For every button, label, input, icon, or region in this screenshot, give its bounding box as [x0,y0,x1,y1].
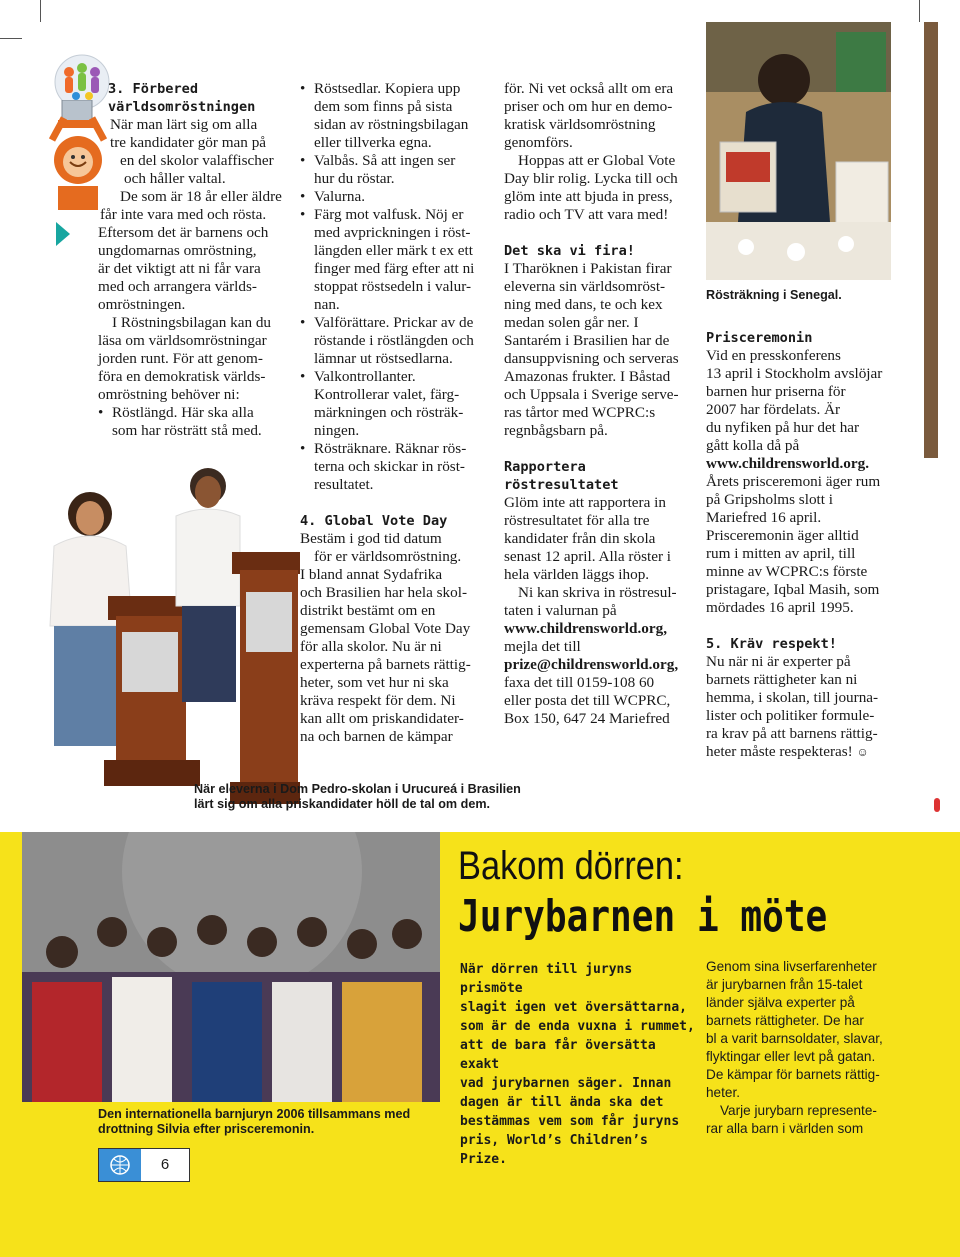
jury-photo-caption [98,1107,458,1137]
text-line: pristagare, Iqbal Masih, som [706,581,880,598]
report-heading: Rapportera röstresultatet [504,459,619,493]
text-line: experterna på barnets rättig- [300,656,471,673]
text-line: resultatet. [314,476,374,493]
text-line: dem som finns på sista [314,98,453,115]
bullet-item: • Valurna. [300,188,496,206]
body-line: flyktingar eller levt på gatan. [706,1049,876,1064]
text-line: eleverna sin världsomröst- [504,278,666,295]
text-line: jorden runt. För att genom- [98,350,263,367]
website-link[interactable]: www.childrensworld.org. [706,455,869,472]
text-line: får inte vara med och rösta. [100,206,267,223]
text-line: 2007 har fördelats. Är [706,401,841,418]
text-line: och Brasilien har hela skol- [300,584,468,601]
text-line: Nu när ni är experter på [706,653,851,670]
page-footer [98,1148,190,1182]
text-line: regnbågsbarn på. [504,422,608,439]
body-line: De kämpar för barnets rättig- [706,1067,880,1082]
section3-heading-line1: 3. Förbered [108,81,199,97]
text-line: I Tharöknen i Pakistan firar [504,260,672,277]
lead-line: bestämmas vem som får juryns [460,1114,680,1129]
text-line: en del skolor valaffischer [120,152,274,169]
text-line: gemensam Global Vote Day [300,620,471,637]
text-line: Kontrollerar valet, färg- [314,386,460,403]
lead-line: slagit igen vet översättarna, [460,1000,687,1015]
bullet-item: • Färg mot valfusk. Nöj er [300,206,496,224]
red-edge-mark [934,798,940,812]
text-line: De som är 18 år eller äldre [120,188,282,205]
text-line: I Röstningsbilagan kan du [112,314,272,331]
crop-mark-tr [919,0,920,22]
text-line: Hoppas att er Global Vote [518,152,676,169]
text-line: glöm inte att bjuda in press, [504,188,673,205]
lead-line: När dörren till juryns prismöte [460,962,633,996]
section4-heading: 4. Global Vote Day [300,513,448,529]
text-line: faxa det till 0159-108 60 [504,674,655,691]
text-line: hur du röstar. [314,170,395,187]
page-number: 6 [160,1156,170,1173]
bullet-item: • Valförättare. Prickar av de [300,314,496,332]
text-line: röstresultatet för alla tre [504,512,650,529]
text-line: finger med färg efter att ni [314,260,475,277]
text-line: lämnar ut röstsedlarna. [314,350,453,367]
jury-group-photo [22,832,440,1102]
section5-heading: 5. Kräv respekt! [706,636,837,652]
text-line: terna och skickar in röst- [314,458,465,475]
jury-title-line2: Jurybarnen i möte [458,891,828,942]
crop-mark-tl [40,0,41,22]
text-line: stoppat röstsedeln i valur- [314,278,472,295]
body-line: heter. [706,1085,741,1100]
text-line: omröstningen. [98,296,186,313]
text-line: kandidater från din skola [504,530,656,547]
senegal-photo [706,22,891,280]
text-line: gått kolla då på [706,437,800,454]
text-line: senast 12 april. Alla röster i [504,548,672,565]
text-line: omröstning behöver ni: [98,386,240,403]
text-line: Prisceremonin äger alltid [706,527,859,544]
text-line: du nyfiken på hur det har [706,419,860,436]
text-line: med och arrangera världs- [98,278,257,295]
senegal-caption: Rösträkning i Senegal. [706,288,842,302]
website-link[interactable]: www.childrensworld.org, [504,620,667,637]
text-line: genomförs. [504,134,573,151]
text-line: heter måste respekteras! ☺ [706,743,869,760]
body-line: bl a varit barnsoldater, slavar, [706,1031,883,1046]
text-line: 13 april i Stockholm avslöjar [706,365,883,382]
text-line: Vid en presskonferens [706,347,841,364]
text-line: dansuppvisning och serveras [504,350,679,367]
arrow-right-icon [56,222,70,246]
text-line: märkningen och rösträk- [314,404,464,421]
text-line: tre kandidater gör man på [110,134,267,151]
text-line: barnets rättigheter kan ni [706,671,858,688]
text-line: Glöm inte att rapportera in [504,494,666,511]
text-line: minne av WCPRC:s förste [706,563,868,580]
text-line: medan solen går ner. I [504,314,639,331]
bullet-item: • Valbås. Så att ingen ser [300,152,496,170]
text-line: Eftersom det är barnens och [98,224,269,241]
body-line: är jurybarnen från 15-talet [706,977,863,992]
text-line: och håller valtal. [124,170,226,187]
text-line: Box 150, 647 24 Mariefred [504,710,670,727]
email-link[interactable]: prize@childrensworld.org, [504,656,679,673]
text-line: mördades 16 april 1995. [706,599,854,616]
text-line: lister och politiker formule- [706,707,875,724]
text-line: radio och TV att vara med! [504,206,669,223]
body-line: Varje jurybarn represente- [720,1103,877,1118]
jury-lead [460,960,700,1169]
text-line: Day blir rolig. Lycka till och [504,170,678,187]
text-line: mejla det till [504,638,581,655]
text-line: ningen. [314,422,360,439]
text-line: med avprickningen i röst- [314,224,471,241]
text-line: nan. [314,296,340,313]
podium-caption [194,782,614,812]
text-line: ungdomarnas omröstning, [98,242,257,259]
left-column-text [96,116,296,440]
text-line: kräva respekt för dem. Ni [300,692,456,709]
text-line: kratisk världsomröstning [504,116,656,133]
jury-body [706,958,906,1138]
body-line: rar alla barn i världen som [706,1121,864,1136]
far-right-photo-strip [924,22,938,458]
text-line: Amazonas frukter. I Båstad [504,368,671,385]
text-line: ning med dans, te och kex [504,296,663,313]
text-line: I bland annat Sydafrika [300,566,443,583]
text-line: för er världsomröstning. [314,548,462,565]
text-line: för alla skolor. Nu är ni [300,638,442,655]
caption-line: drottning Silvia efter prisceremonin. [98,1122,315,1136]
section3-heading-line2: världsomröstningen [108,99,256,115]
smiley-icon: ☺ [856,745,869,759]
lead-line: dagen är till ända ska det [460,1095,664,1110]
text-line: och Uppsala i Sverige serve- [504,386,679,403]
text-line: på Gripsholms slott i [706,491,833,508]
text-line: rum i mitten av april, till [706,545,856,562]
text-line: Bestäm i god tid datum [300,530,442,547]
bullet-item: • Valkontrollanter. [300,368,496,386]
text-line: na och barnen de kämpar [300,728,453,745]
left-column [108,80,288,116]
text-line: är det viktigt att ni får vara [98,260,261,277]
text-line: föra en demokratisk världs- [98,368,266,385]
text-line: sidan av röstningsbilagan [314,116,469,133]
celebrate-heading: Det ska vi fira! [504,243,635,259]
text-line: Ni kan skriva in röstresul- [518,584,677,601]
text-line: läsa om världsomröstningar [98,332,267,349]
text-line: för. Ni vet också allt om era [504,80,674,97]
jury-title-line1: Bakom dörren: [458,844,684,888]
caption-line: Den internationella barnjuryn 2006 tillsammans med [98,1107,411,1121]
crop-mark-tl-h [0,38,22,39]
caption-line: När eleverna i Dom Pedro-skolan i Urucureá i Brasilien [194,782,521,796]
text-line: barnen hur priserna för [706,383,846,400]
text-line: hela världen läggs ihop. [504,566,650,583]
text-line: längden eller märk t ex ett [314,242,473,259]
bullet-item: • Röstlängd. Här ska alla [96,404,296,422]
lead-line: som är de enda vuxna i rummet, [460,1019,695,1034]
podium-photo [40,456,300,816]
text-line: som har rösträtt stå med. [112,422,262,439]
text-line: ras tårtor med WCPRC:s [504,404,656,421]
text-line: När man lärt sig om alla [110,116,258,133]
text-line: heter, som vet hur ni ska [300,674,449,691]
bullet-item: • Rösträknare. Räknar rös- [300,440,496,458]
text-line: Årets prisceremoni äger rum [706,473,881,490]
caption-line: lärt sig om alla priskandidater höll de tal om dem. [194,797,491,811]
ceremony-heading: Prisceremonin [706,330,813,346]
lead-line: vad jurybarnen säger. Innan [460,1076,672,1091]
text-line: distrikt bestämt om en [300,602,436,619]
text-line: eller tillverka egna. [314,134,432,151]
text-line: taten i valurnan på [504,602,617,619]
text-line: ra krav på att barnens rättig- [706,725,878,742]
lead-line: pris, World’s Children’s Prize. [460,1133,648,1167]
un-logo-icon [99,1149,141,1181]
right-column [504,80,700,728]
text-line: priser och om hur en demo- [504,98,673,115]
text-line: röstande i röstlängden och [314,332,474,349]
text-line: kan allt om priskandidater- [300,710,464,727]
lead-line: att de bara får översätta exakt [460,1038,656,1072]
far-right-column [706,288,906,761]
body-line: länder själva experter på [706,995,855,1010]
jury-title [458,842,928,944]
text-line: Mariefred 16 april. [706,509,822,526]
text-line: eller posta det till WCPRC, [504,692,671,709]
body-line: Genom sina livserfarenheter [706,959,877,974]
text-line: Santarém i Brasilien har de [504,332,670,349]
bullet-item: • Röstsedlar. Kopiera upp [300,80,496,98]
body-line: barnets rättigheter. De har [706,1013,864,1028]
text-line: hemma, i skolan, till journa- [706,689,879,706]
middle-column [300,80,496,746]
